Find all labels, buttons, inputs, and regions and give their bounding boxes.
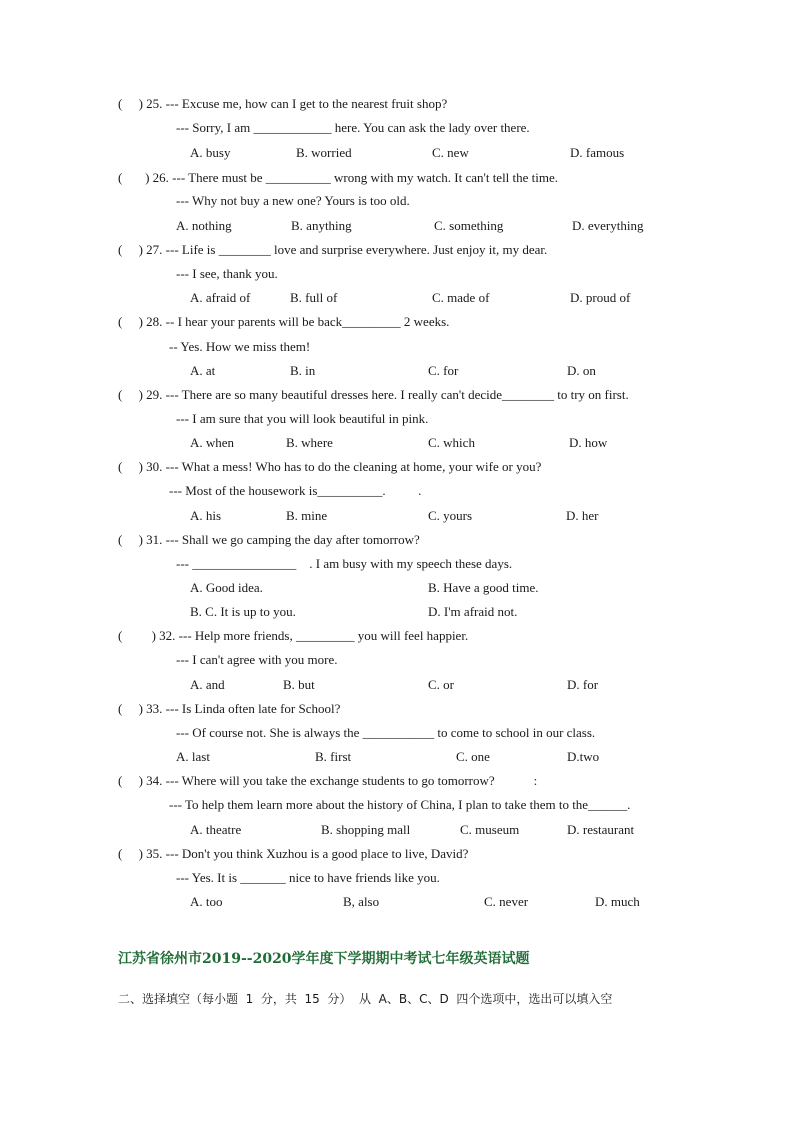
question-34-reply: --- To help them learn more about the history of China, I plan to take them to the______. bbox=[169, 797, 631, 812]
question-32-stem: ( ) 32. --- Help more friends, _________ you will feel happier. bbox=[118, 628, 469, 643]
question-35-option-d: D. much bbox=[595, 894, 640, 909]
question-25-option-a: A. busy bbox=[190, 145, 231, 160]
question-29-option-d: D. how bbox=[569, 435, 608, 450]
question-27-option-b: B. full of bbox=[290, 290, 338, 305]
question-30-option-a: A. his bbox=[190, 508, 222, 523]
question-34-option-c: C. museum bbox=[460, 822, 520, 837]
question-25-option-b: B. worried bbox=[296, 145, 352, 160]
question-26-reply: --- Why not buy a new one? Yours is too old. bbox=[176, 193, 410, 208]
question-30-stem: ( ) 30. --- What a mess! Who has to do the cleaning at home, your wife or you? bbox=[118, 459, 542, 474]
question-25-reply: --- Sorry, I am ____________ here. You can ask the lady over there. bbox=[176, 120, 530, 135]
question-26-option-b: B. anything bbox=[291, 218, 352, 233]
question-30-option-b: B. mine bbox=[286, 508, 328, 523]
question-31-stem: ( ) 31. --- Shall we go camping the day after tomorrow? bbox=[118, 532, 420, 547]
question-33-option-d: D.two bbox=[567, 749, 600, 764]
question-34-option-d: D. restaurant bbox=[567, 822, 635, 837]
question-29-stem: ( ) 29. --- There are so many beautiful dresses here. I really can't decide________ to try on first. bbox=[118, 387, 629, 402]
question-31-option-a: A. Good idea. bbox=[190, 580, 263, 595]
question-34-option-a: A. theatre bbox=[190, 822, 242, 837]
question-35-stem: ( ) 35. --- Don't you think Xuzhou is a good place to live, David? bbox=[118, 846, 469, 861]
question-35-reply: --- Yes. It is _______ nice to have friends like you. bbox=[176, 870, 440, 885]
question-30-reply: --- Most of the housework is__________. . bbox=[169, 483, 422, 498]
question-33-option-b: B. first bbox=[315, 749, 352, 764]
section-instruction: 二、选择填空（每小题 1 分，共 15 分） 从 A、B、C、D 四个选项中，选出可以填入空 bbox=[118, 992, 613, 1006]
question-34-stem: ( ) 34. --- Where will you take the exchange students to go tomorrow? : bbox=[118, 773, 538, 788]
question-27-option-a: A. afraid of bbox=[190, 290, 251, 305]
question-32-option-a: A. and bbox=[190, 677, 225, 692]
question-35-option-a: A. too bbox=[190, 894, 223, 909]
question-30-option-c: C. yours bbox=[428, 508, 473, 523]
question-28-option-c: C. for bbox=[428, 363, 459, 378]
question-26-option-a: A. nothing bbox=[176, 218, 232, 233]
question-26-option-c: C. something bbox=[434, 218, 504, 233]
question-27-stem: ( ) 27. --- Life is ________ love and surprise everywhere. Just enjoy it, my dear. bbox=[118, 242, 548, 257]
question-33-option-c: C. one bbox=[456, 749, 490, 764]
question-29-option-c: C. which bbox=[428, 435, 475, 450]
question-33-option-a: A. last bbox=[176, 749, 210, 764]
question-28-stem: ( ) 28. -- I hear your parents will be back_________ 2 weeks. bbox=[118, 314, 450, 329]
question-32-option-d: D. for bbox=[567, 677, 599, 692]
question-34-option-b: B. shopping mall bbox=[321, 822, 411, 837]
question-30-option-d: D. her bbox=[566, 508, 599, 523]
question-25-option-c: C. new bbox=[432, 145, 469, 160]
question-32-option-b: B. but bbox=[283, 677, 315, 692]
question-27-option-c: C. made of bbox=[432, 290, 490, 305]
question-32-reply: --- I can't agree with you more. bbox=[176, 652, 338, 667]
section-title: 江苏省徐州市2019--2020学年度下学期期中考试七年级英语试题 bbox=[118, 951, 530, 967]
question-31-option-c: B. C. It is up to you. bbox=[190, 604, 296, 619]
question-26-option-d: D. everything bbox=[572, 218, 644, 233]
question-27-option-d: D. proud of bbox=[570, 290, 631, 305]
question-29-option-a: A. when bbox=[190, 435, 235, 450]
question-29-reply: --- I am sure that you will look beautiful in pink. bbox=[176, 411, 429, 426]
question-31-option-b: B. Have a good time. bbox=[428, 580, 539, 595]
question-29-option-b: B. where bbox=[286, 435, 333, 450]
question-32-option-c: C. or bbox=[428, 677, 454, 692]
question-35-option-c: C. never bbox=[484, 894, 529, 909]
question-28-reply: -- Yes. How we miss them! bbox=[169, 339, 311, 354]
question-28-option-b: B. in bbox=[290, 363, 316, 378]
question-27-reply: --- I see, thank you. bbox=[176, 266, 278, 281]
question-26-stem: ( ) 26. --- There must be __________ wrong with my watch. It can't tell the time. bbox=[118, 170, 559, 185]
question-25-option-d: D. famous bbox=[570, 145, 625, 160]
question-31-reply: --- ________________ . I am busy with my speech these days. bbox=[176, 556, 513, 571]
question-25-stem: ( ) 25. --- Excuse me, how can I get to the nearest fruit shop? bbox=[118, 96, 448, 111]
question-28-option-d: D. on bbox=[567, 363, 596, 378]
question-33-reply: --- Of course not. She is always the ___________ to come to school in our class. bbox=[176, 725, 596, 740]
question-35-option-b: B, also bbox=[343, 894, 380, 909]
question-33-stem: ( ) 33. --- Is Linda often late for School? bbox=[118, 701, 341, 716]
question-31-option-d: D. I'm afraid not. bbox=[428, 604, 518, 619]
question-28-option-a: A. at bbox=[190, 363, 216, 378]
